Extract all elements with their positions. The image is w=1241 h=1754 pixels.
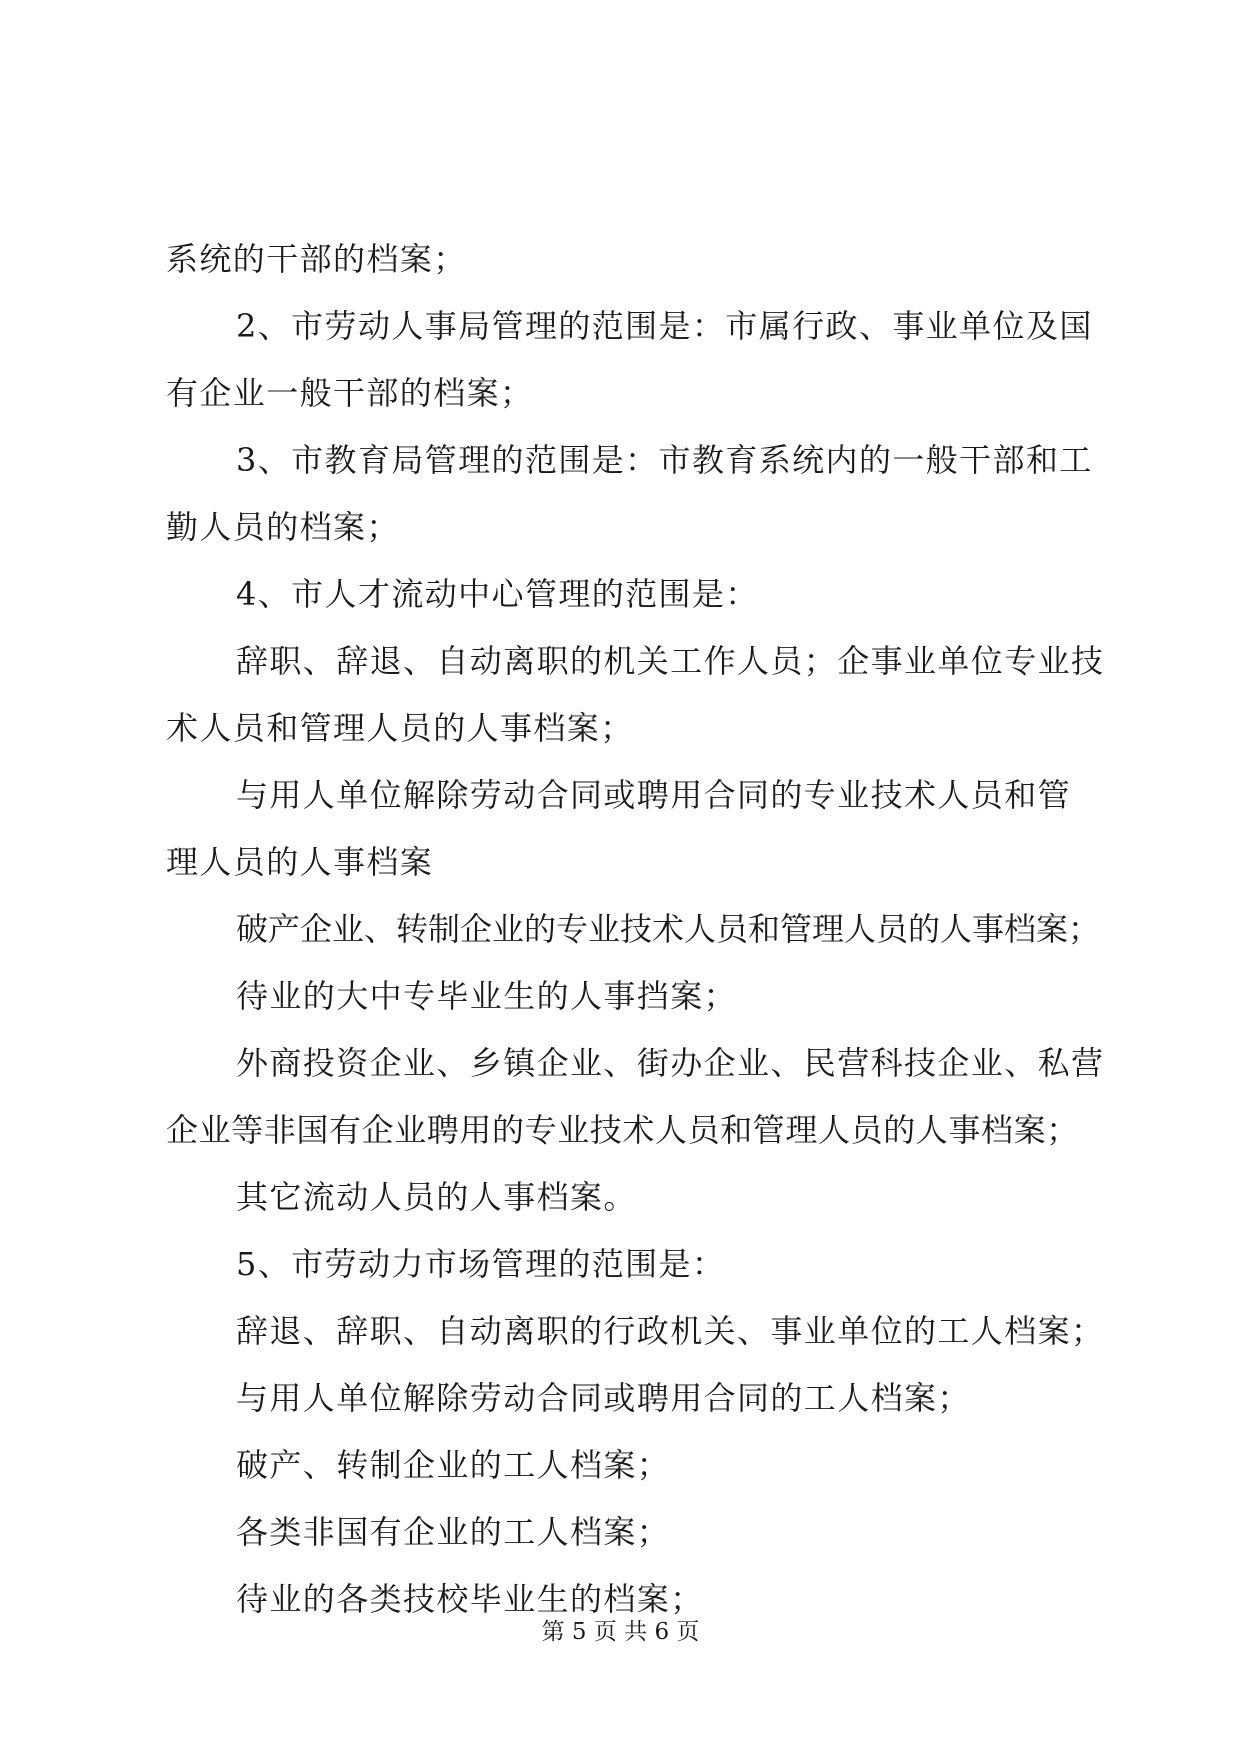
text-line-5: 勤人员的档案； xyxy=(166,508,400,546)
text-line-20: 各类非国有企业的工人档案； xyxy=(236,1513,671,1551)
text-line-21: 待业的各类技校毕业生的档案； xyxy=(236,1580,704,1618)
text-line-9: 与用人单位解除劳动合同或聘用合同的专业技术人员和管 xyxy=(236,776,1072,814)
text-line-8: 术人员和管理人员的人事档案； xyxy=(166,709,634,747)
text-line-2: 2、市劳动人事局管理的范围是：市属行政、事业单位及国 xyxy=(236,307,1093,345)
text-line-18: 与用人单位解除劳动合同或聘用合同的工人档案； xyxy=(236,1379,971,1417)
text-line-17: 辞退、辞职、自动离职的行政机关、事业单位的工人档案； xyxy=(236,1312,1105,1350)
text-line-1: 系统的干部的档案； xyxy=(166,240,467,278)
text-line-6: 4、市人才流动中心管理的范围是： xyxy=(236,575,759,613)
text-line-4: 3、市教育局管理的范围是：市教育系统内的一般干部和工 xyxy=(236,441,1093,479)
text-line-14: 企业等非国有企业聘用的专业技术人员和管理人员的人事档案； xyxy=(166,1111,1079,1149)
text-line-13: 外商投资企业、乡镇企业、街办企业、民营科技企业、私营 xyxy=(236,1044,1105,1082)
text-line-16: 5、市劳动力市场管理的范围是： xyxy=(236,1245,726,1283)
text-line-11: 破产企业、转制企业的专业技术人员和管理人员的人事档案； xyxy=(236,910,1101,948)
document-body xyxy=(166,226,1105,1633)
text-line-19: 破产、转制企业的工人档案； xyxy=(236,1446,671,1484)
text-line-7: 辞职、辞退、自动离职的机关工作人员；企事业单位专业技 xyxy=(236,642,1105,680)
text-line-10: 理人员的人事档案 xyxy=(166,843,434,881)
text-line-15: 其它流动人员的人事档案。 xyxy=(236,1178,637,1216)
text-line-3: 有企业一般干部的档案； xyxy=(166,374,534,412)
text-line-12: 待业的大中专毕业生的人事挡案； xyxy=(236,977,738,1015)
page-number-footer: 第 5 页 共 6 页 xyxy=(541,1619,700,1645)
